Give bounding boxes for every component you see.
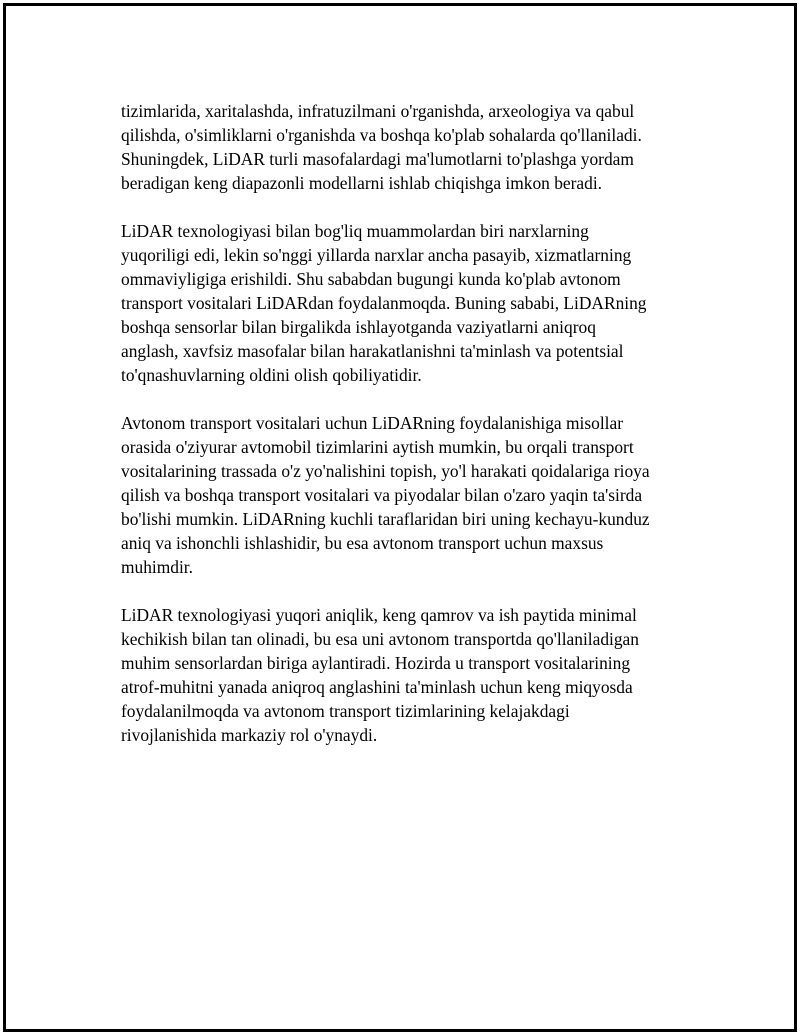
page-frame — [3, 3, 797, 1032]
page-body — [121, 99, 696, 771]
paragraph-1: tizimlarida, xaritalashda, infratuzilmani o'rganishda, arxeologiya va qabul qilishda, o'simliklarni o'rganishda va boshqa ko'plab sohalarda qo'llaniladi. Shuningdek, LiDAR turli masofalardagi ma'lumotlarni to'plashga yordam beradigan keng diapazonli modellarni ishlab chiqishga imkon beradi. — [121, 101, 642, 193]
paragraph-4: LiDAR texnologiyasi yuqori aniqlik, keng qamrov va ish paytida minimal kechikish bilan tan olinadi, bu esa uni avtonom transportda qo'llaniladigan muhim sensorlardan biriga aylantiradi. Hozirda u transport vositalarining atrof-muhitni yanada aniqroq anglashini ta'minlash uchun keng miqyosda foydalanilmoqda va avtonom transport tizimlarining kelajakdagi rivojlanishida markaziy rol o'ynaydi. — [121, 605, 639, 745]
paragraph-2: LiDAR texnologiyasi bilan bog'liq muammolardan biri narxlarning yuqoriligi edi, lekin so'nggi yillarda narxlar ancha pasayib, xizmatlarning ommaviyligiga erishildi. Shu sababdan bugungi kunda ko'plab avtonom transport vositalari LiDARdan foydalanmoqda. Buning sababi, LiDARning boshqa sensorlar bilan birgalikda ishlayotganda vaziyatlarni aniqroq anglash, xavfsiz masofalar bilan harakatlanishni ta'minlash va potentsial to'qnashuvlarning oldini olish qobiliyatidir. — [121, 221, 647, 385]
paragraph-3: Avtonom transport vositalari uchun LiDARning foydalanishiga misollar orasida o'ziyurar avtomobil tizimlarini aytish mumkin, bu orqali transport vositalarining trassada o'z yo'nalishini topish, yo'l harakati qoidalariga rioya qilish va boshqa transport vositalari va piyodalar bilan o'zaro yaqin ta'sirda bo'lishi mumkin. LiDARning kuchli taraflaridan biri uning kechayu-kunduz aniq va ishonchli ishlashidir, bu esa avtonom transport uchun maxsus muhimdir. — [121, 413, 650, 577]
